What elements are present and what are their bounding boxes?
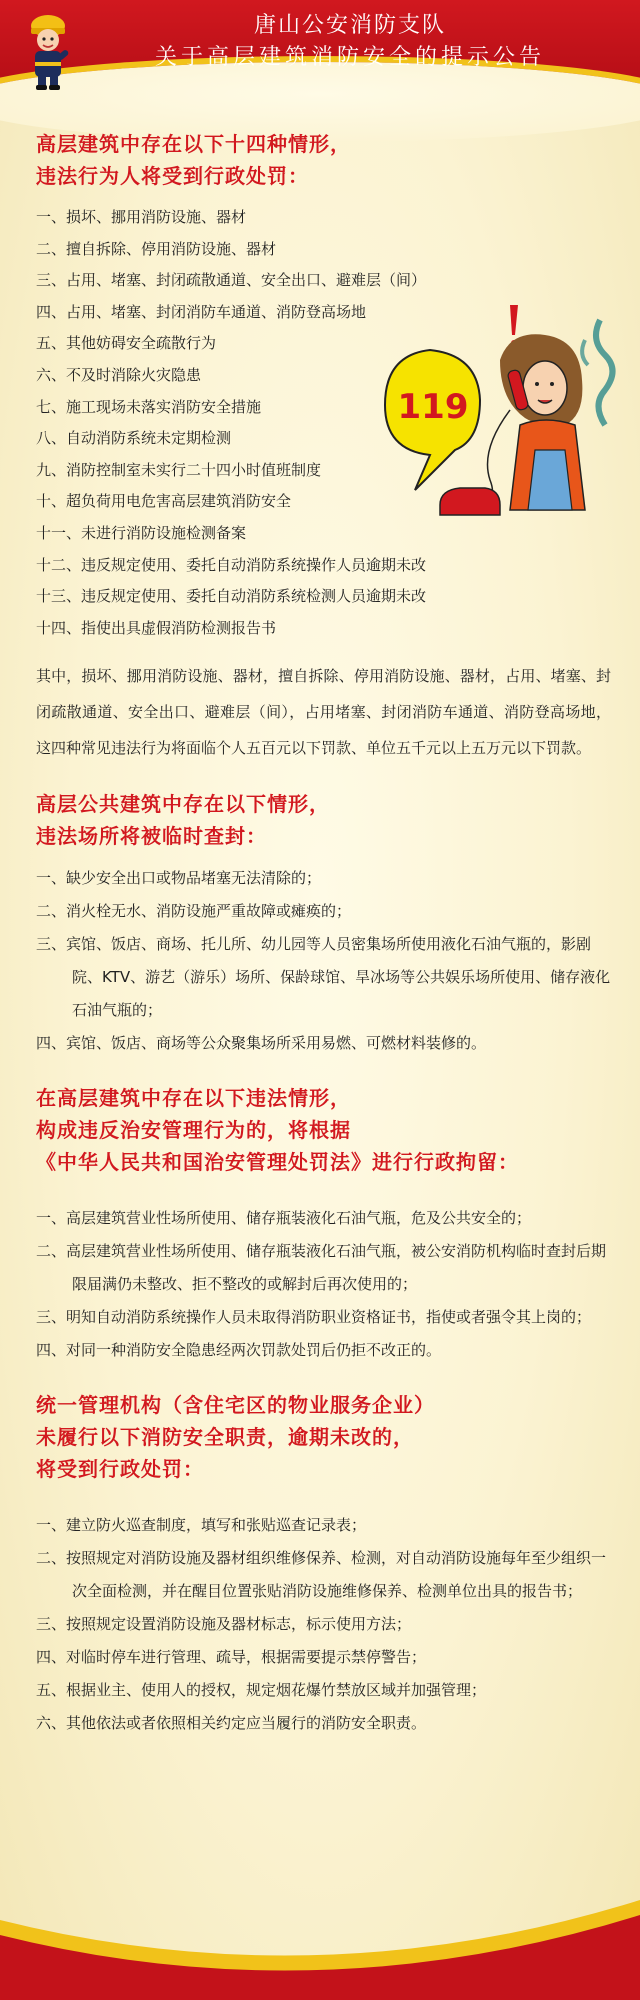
list-item: 二、高层建筑营业性场所使用、储存瓶装液化石油气瓶，被公安消防机构临时查封后期限届满仍未整改、拒不整改的或解封后再次使用的； [36, 1242, 607, 1294]
list-item: 十三、违反规定使用、委托自动消防系统检测人员逾期未改 [36, 587, 427, 606]
section-temporary-seal [36, 788, 611, 1060]
section3-title-line3: 《中华人民共和国治安管理处罚法》进行行政拘留： [36, 1150, 519, 1175]
list-item: 九、消防控制室未实行二十四小时值班制度 [36, 460, 322, 479]
list-item: 六、其他依法或者依照相关约定应当履行的消防安全职责。 [36, 1714, 427, 1733]
section4-title-line3: 将受到行政处罚： [36, 1457, 204, 1482]
list-item: 一、建立防火巡查制度，填写和张贴巡查记录表； [36, 1516, 367, 1535]
section4-title-line1: 统一管理机构（含住宅区的物业服务企业） [36, 1393, 435, 1418]
section3-title-line2: 构成违反治安管理行为的，将根据 [36, 1118, 351, 1143]
list-item: 一、高层建筑营业性场所使用、储存瓶装液化石油气瓶，危及公共安全的； [36, 1209, 532, 1228]
phone-number-label: 119 [397, 387, 469, 427]
list-item: 一、损坏、挪用消防设施、器材 [36, 208, 247, 226]
section-management-duties [36, 1389, 611, 1740]
section3-title-line1: 在高层建筑中存在以下违法情形， [36, 1086, 351, 1111]
section2-list [36, 862, 611, 1060]
section3-title [36, 1082, 611, 1178]
list-item: 四、对临时停车进行管理、疏导，根据需要提示禁停警告； [36, 1648, 427, 1667]
list-item: 五、根据业主、使用人的授权，规定烟花爆竹禁放区域并加强管理； [36, 1681, 487, 1700]
list-item: 六、不及时消除火灾隐患 [36, 365, 202, 384]
list-item: 十、超负荷用电危害高层建筑消防安全 [36, 492, 292, 511]
section3-list [36, 1202, 611, 1367]
section1-paragraph: 其中，损坏、挪用消防设施、器材，擅自拆除、停用消防设施、器材，占用、堵塞、封闭疏散通道、安全出口、避难层（间），占用堵塞、封闭消防车通道、消防登高场地，这四种常见违法行为将面临个人五百元以下罚款、单位五千元以上五万元以下罚款。 [36, 667, 611, 758]
section1-title-line2: 违法行为人将受到行政处罚： [36, 164, 309, 188]
list-item: 十二、违反规定使用、委托自动消防系统操作人员逾期未改 [36, 555, 427, 574]
list-item: 五、其他妨碍安全疏散行为 [36, 334, 217, 353]
list-item: 二、按照规定对消防设施及器材组织维修保养、检测，对自动消防设施每年至少组织一次全面检测，并在醒目位置张贴消防设施维修保养、检测单位出具的报告书； [36, 1549, 607, 1601]
list-item: 四、宾馆、饭店、商场等公众聚集场所采用易燃、可燃材料装修的。 [36, 1034, 487, 1053]
list-item: 三、明知自动消防系统操作人员未取得消防职业资格证书，指使或者强令其上岗的； [36, 1308, 592, 1327]
header-title-line2: 关于高层建筑消防安全的提示公告 [154, 45, 545, 70]
list-item: 二、擅自拆除、停用消防设施、器材 [36, 239, 277, 258]
section4-title-line2: 未履行以下消防安全职责，逾期未改的， [36, 1425, 414, 1450]
list-item: 八、自动消防系统未定期检测 [36, 429, 232, 448]
footer-wave-decoration [0, 1860, 640, 2000]
section4-list [36, 1509, 611, 1740]
notice-content [36, 128, 611, 1740]
section2-title-line2: 违法场所将被临时查封： [36, 824, 267, 849]
list-item: 三、按照规定设置消防设施及器材标志，标示使用方法； [36, 1615, 412, 1634]
section2-title-line1: 高层公共建筑中存在以下情形， [36, 792, 330, 817]
section2-title [36, 788, 611, 852]
section-administrative-detention [36, 1082, 611, 1367]
list-item: 三、占用、堵塞、封闭疏散通道、安全出口、避难层（间） [36, 271, 427, 290]
list-item: 十一、未进行消防设施检测备案 [36, 523, 247, 542]
list-item: 二、消火栓无水、消防设施严重故障或瘫痪的； [36, 902, 352, 921]
section4-title [36, 1389, 611, 1485]
section1-list [36, 202, 611, 644]
list-item: 一、缺少安全出口或物品堵塞无法清除的； [36, 869, 322, 888]
list-item: 四、占用、堵塞、封闭消防车通道、消防登高场地 [36, 302, 367, 321]
list-item: 十四、指使出具虚假消防检测报告书 [36, 618, 277, 637]
header-title-line1: 唐山公安消防支队 [253, 13, 446, 38]
section1-title [36, 128, 611, 192]
header-banner [0, 0, 640, 110]
section-administrative-penalty [36, 128, 611, 766]
list-item: 七、施工现场未落实消防安全措施 [36, 397, 262, 416]
list-item: 三、宾馆、饭店、商场、托儿所、幼儿园等人员密集场所使用液化石油气瓶的，影剧院、KTV、游艺（游乐）场所、保龄球馆、旱冰场等公共娱乐场所使用、储存液化石油气瓶的； [36, 935, 611, 1020]
list-item: 四、对同一种消防安全隐患经两次罚款处罚后仍拒不改正的。 [36, 1341, 442, 1360]
section1-title-line1: 高层建筑中存在以下十四种情形， [36, 132, 351, 156]
firefighter-mascot-icon [18, 10, 78, 90]
